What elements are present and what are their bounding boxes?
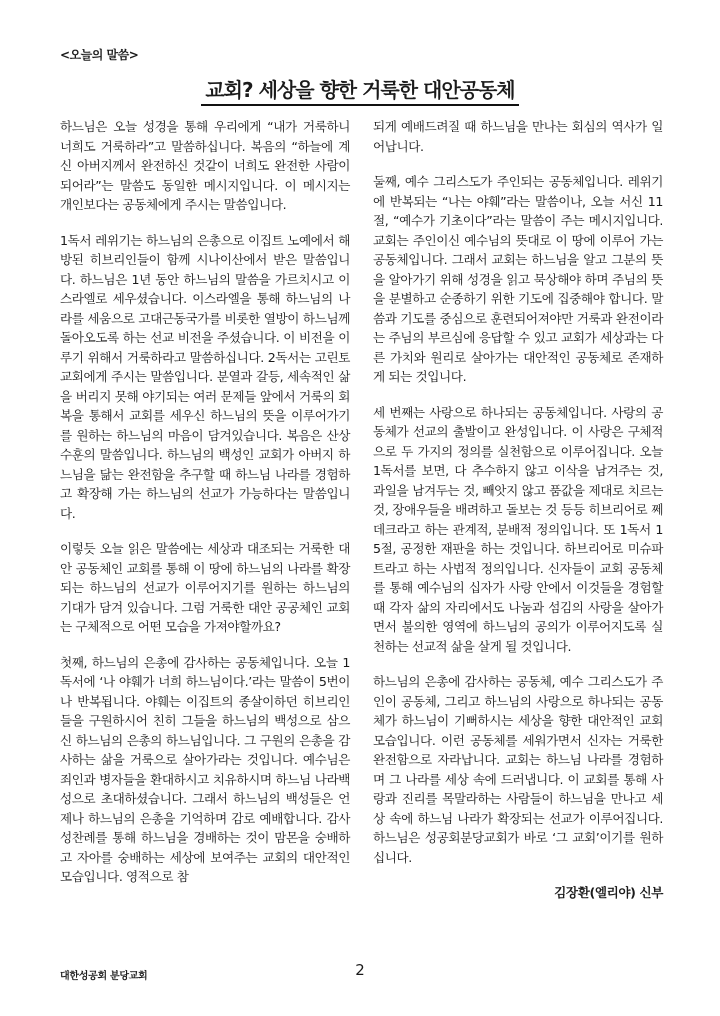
paragraph: 첫째, 하느님의 은총에 감사하는 공동체입니다. 오늘 1독서에 ‘나 야훼가 너희 하느님이다.’라는 말씀이 5번이나 반복됩니다. 야훼는 이집트의 종살이하던 히브리인들을 구원하시어 친히 그들을 하느님의 백성으로 삼으신 하느님의 은총의 하느님입니다. 그 구원의 은총을 감사하는 삶을 거룩으로 살아가라는 것입니다. 예수님은 죄인과 병자들을 환대하시고 치유하시며 하느님 나라백성으로 초대하셨습니다. 그래서 하느님의 백성들은 언제나 하느님의 은총을 기억하며 감로 예배합니다. 감사성찬례를 통해 하느님을 경배하는 것이 맘몬을 숭배하고 자아를 숭배하는 세상에 보여주는 교회의 대안적인 모습입니다. 영적으로 참	[60, 654, 350, 884]
footer-church-name: 대한성공회 분당교회	[60, 971, 148, 982]
section-label: <오늘의 말씀>	[60, 48, 139, 62]
paragraph: 이렇듯 오늘 읽은 말씀에는 세상과 대조되는 거룩한 대안 공동체인 교회를 통해 이 땅에 하느님의 나라를 확장되는 하느님의 선교가 이루어지기를 원하는 하느님의 기대가 담겨 있습니다. 그럼 거룩한 대안 공공체인 교회는 구체적으로 어떤 모습을 가져야할까요?	[60, 541, 350, 634]
paragraph: 세 번째는 사랑으로 하나되는 공동체입니다. 사랑의 공동체가 선교의 출발이고 완성입니다. 이 사랑은 구체적으로 두 가지의 정의를 실천함으로 이루어집니다. 오늘 1독서를 보면, 다 추수하지 않고 이삭을 남겨주는 것, 과일을 남겨두는 것, 빼앗지 않고 품값을 제대로 치르는 것, 장애우들을 배려하고 돌보는 것 등등 히브리어로 쩨데크라고 하는 관계적, 분배적 정의입니다. 또 1독서 15절, 공정한 재판을 하는 것입니다. 하브리어로 미슈파트라고 하는 사법적 정의입니다. 신자들이 교회 공동체를 통해 예수님의 십자가 사랑 안에서 이것들을 경험할 때 각자 삶의 자리에서도 나눔과 섬김의 사랑을 살아가면서 불의한 영역에 하느님의 공의가 이루어지도록 실천하는 선교적 삶을 살게 될 것입니다.	[373, 404, 663, 654]
author-signature: 김장환(엘리야) 신부	[554, 885, 663, 900]
paragraph: 1독서 레위기는 하느님의 은총으로 이집트 노예에서 해방된 히브리인들이 함께 시나이산에서 받은 말씀입니다. 하느님은 1년 동안 하느님의 말씀을 가르치시고 이스라엘로 세우셨습니다. 이스라엘을 통해 하느님의 나라를 세움으로 고대근동국가를 비롯한 열방이 하느님께 돌아오도록 하는 선교 비전을 주셨습니다. 이 비전을 이루기 위해서 거룩하라고 말씀하십니다. 2독서는 고린토교회에게 주시는 말씀입니다. 분열과 갈등, 세속적인 삶을 버리지 못해 야기되는 여러 문제들 앞에서 거룩의 회복을 통해서 교회를 세우신 하느님의 뜻을 이루어가기를 원하는 하느님의 마음이 담겨있습니다. 복음은 산상수훈의 말씀입니다. 하느님의 백성인 교회가 아버지 하느님을 닮는 완전함을 추구할 때 하느님 나라를 경험하고 확장해 가는 하느님의 선교가 가능하다는 말씀입니다.	[60, 232, 350, 521]
page-number: 2	[355, 961, 365, 979]
paragraph: 하느님은 오늘 성경을 통해 우리에게 “내가 거룩하니 너희도 거룩하라”고 말씀하십니다. 복음의 “하늘에 계신 아버지께서 완전하신 것같이 너희도 완전한 사람이 되어라”는 말씀도 동일한 메시지입니다. 이 메시지는 개인보다는 공동체에게 주시는 말씀입니다.	[60, 119, 350, 212]
title-container	[0, 74, 720, 106]
paragraph: 되게 예배드려질 때 하느님을 만나는 회심의 역사가 일어납니다.	[373, 119, 663, 154]
page-title: 교회? 세상을 향한 거룩한 대안공동체	[201, 74, 518, 106]
paragraph: 둘째, 예수 그리스도가 주인되는 공동체입니다. 레위기에 반복되는 “나는 야훼”라는 말씀이나, 오늘 서신 11절, “예수가 기초이다”라는 말씀이 주는 메시지입니다. 교회는 주인이신 예수님의 뜻대로 이 땅에 이루어 가는 공동체입니다. 그래서 교회는 하느님을 알고 그분의 뜻을 알아가기 위해 성경을 읽고 묵상해야 하며 주님의 뜻을 분별하고 순종하기 위한 기도에 집중해야 합니다. 말씀과 기도를 중심으로 훈련되어져야만 거룩과 완전이라는 주님의 부르심에 응답할 수 있고 교회가 세상과는 다른 가치와 원리로 살아가는 대안적인 공동체로 존재하게 되는 것입니다.	[373, 174, 663, 384]
left-column	[60, 117, 350, 903]
right-column	[373, 117, 663, 903]
paragraph: 하느님의 은총에 감사하는 공동체, 예수 그리스도가 주인이 공동체, 그리고 하느님의 사랑으로 하나되는 공동체가 하느님이 기뻐하시는 세상을 향한 대안적인 교회모습입니다. 이런 공동체를 세워가면서 신자는 거룩한 완전함으로 자라납니다. 교회는 하느님 나라를 경험하며 그 나라를 세상 속에 드러냅니다. 이 교회를 통해 사랑과 진리를 목말라하는 사람들이 하느님을 만나고 세상 속에 하느님 나라가 확장되는 선교가 이루어집니다. 하느님은 성공회분당교회가 바로 ‘그 교회’이기를 원하십니다.	[373, 674, 663, 865]
